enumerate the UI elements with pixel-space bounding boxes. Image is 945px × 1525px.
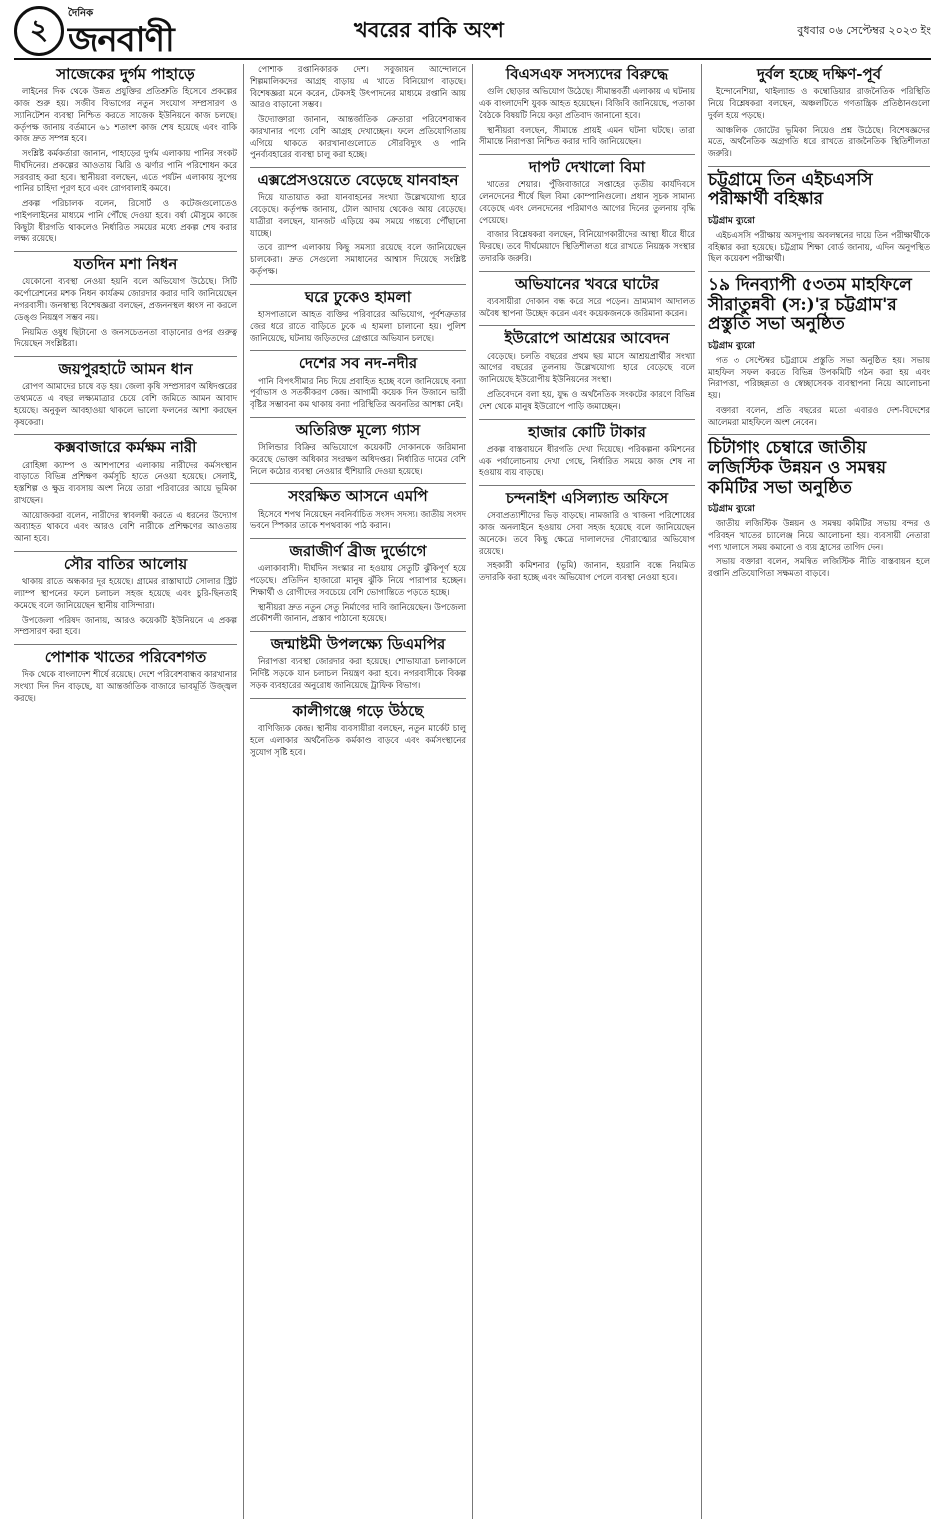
story	[14, 66, 237, 245]
story	[479, 490, 695, 584]
story-headline: অতিরিক্ত মূল্যে গ্যাস	[295, 420, 421, 439]
columns	[14, 64, 931, 1519]
story-paragraph: যেকোনো ব্যবস্থা নেওয়া হয়নি বলে অভিযোগ উঠেছে। সিটি কর্পোরেশনের মশক নিধন কার্যক্রম জোরদার করার দাবি জানিয়েছেন নগরবাসী। জনস্বাস্থ্য বিশেষজ্ঞরা বলছেন, প্রজননস্থল ধ্বংস না করলে ডেঙ্গু নিয়ন্ত্রণ সম্ভব নয়।	[14, 276, 237, 322]
story-paragraph: পানি বিপৎসীমার নিচ দিয়ে প্রবাহিত হচ্ছে বলে জানিয়েছে বন্যা পূর্বাভাস ও সতর্কীকরণ কেন্দ্র। আগামী কয়েক দিন উজানে ভারী বৃষ্টির সম্ভাবনা কম থাকায় বন্যা পরিস্থিতির অবনতির আশঙ্কা নেই।	[250, 375, 466, 410]
story-paragraph: সহকারী কমিশনার (ভূমি) জানান, হয়রানি বন্ধে নিয়মিত তদারকি করা হচ্ছে এবং অভিযোগ পেলে ব্যবস্থা নেওয়া হবে।	[479, 560, 695, 583]
story-separator	[479, 485, 695, 486]
story-byline: চট্টগ্রাম ব্যুরো	[708, 504, 755, 515]
story-paragraph: নিয়মিত ওষুধ ছিটানো ও জনসচেতনতা বাড়ানোর ওপর গুরুত্ব দিয়েছেন সংশ্লিষ্টরা।	[14, 326, 237, 349]
story-headline: সাজেকের দুর্গম পাহাড়ে	[56, 65, 195, 83]
story	[250, 289, 466, 345]
story-paragraph: তবে র‌্যাম্প এলাকায় কিছু সমস্যা রয়েছে বলে জানিয়েছেন চালকেরা। দ্রুত সেগুলো সমাধানের আশ্বাস দিয়েছে সংশ্লিষ্ট কর্তৃপক্ষ।	[250, 242, 466, 276]
story-headline: দুর্বল হচ্ছে দক্ষিণ-পূর্ব	[756, 65, 882, 83]
story-body	[708, 86, 930, 160]
story	[250, 172, 466, 278]
story-body	[479, 86, 695, 148]
story-paragraph: পোশাক রপ্তানিকারক দেশ। সবুজায়ন আন্দোলনে শিল্পমালিকদের আগ্রহ বাড়ায় এ খাতে বিনিয়োগ বাড়ছে। বিশেষজ্ঞরা মনে করেন, টেকসই উৎপাদনের মাধ্যমে রপ্তানি আয় আরও বাড়ানো সম্ভব।	[250, 64, 466, 110]
story-paragraph: স্থানীয়রা দ্রুত নতুন সেতু নির্মাণের দাবি জানিয়েছেন। উপজেলা প্রকৌশলী জানান, প্রস্তাব পাঠানো হয়েছে।	[250, 601, 466, 624]
story-separator	[14, 251, 237, 252]
story-separator	[250, 284, 466, 285]
story-paragraph: প্রকল্প বাস্তবায়নে ধীরগতি দেখা দিয়েছে। পরিকল্পনা কমিশনের এক পর্যালোচনায় দেখা গেছে, নির্ধারিত সময়ে কাজ শেষ না হওয়ায় ব্যয় বাড়ছে।	[479, 443, 695, 478]
story	[708, 171, 930, 265]
story-separator	[250, 538, 466, 539]
story-body	[250, 309, 466, 344]
story-paragraph: রোহিঙ্গা ক্যাম্প ও আশপাশের এলাকায় নারীদের কর্মসংস্থান বাড়াতে বিভিন্ন প্রশিক্ষণ কর্মসূচি হাতে নেওয়া হয়েছে। সেলাই, হস্তশিল্প ও ক্ষুদ্র ব্যবসায় অংশ নিয়ে তারা পরিবারের আয়ে ভূমিকা রাখছেন।	[14, 459, 237, 505]
story-headline: ঘরে ঢুকেও হামলা	[304, 287, 412, 306]
story-body	[708, 355, 930, 429]
story-body	[250, 442, 466, 477]
story-paragraph: প্রকল্প পরিচালক বলেন, রিসোর্ট ও কটেজগুলোতেও পাইপলাইনের মাধ্যমে পানি পৌঁছে দেওয়া হবে। বর্ষা মৌসুমে কাজে কিছুটা ধীরগতি থাকলেও নির্ধারিত সময়ের মধ্যে প্রকল্প শেষ করার লক্ষ্য রয়েছে।	[14, 198, 237, 244]
story-body	[250, 509, 466, 533]
story-paragraph: ইন্দোনেশিয়া, থাইল্যান্ড ও কম্বোডিয়ার রাজনৈতিক পরিস্থিতি নিয়ে বিশ্লেষকরা বলছেন, অঞ্চলটিতে গণতান্ত্রিক প্রতিষ্ঠানগুলো দুর্বল হয়ে পড়ছে।	[708, 86, 930, 120]
story	[14, 649, 237, 705]
story-headline: জন্মাষ্টমী উপলক্ষ্যে ডিএমপির	[270, 635, 446, 654]
story	[14, 256, 237, 350]
page-number: ২	[14, 6, 64, 56]
story-separator	[708, 271, 930, 272]
story-separator	[479, 271, 695, 272]
story-paragraph: বাজার বিশ্লেষকরা বলছেন, বিনিয়োগকারীদের আস্থা ধীরে ধীরে ফিরছে। তবে দীর্ঘমেয়াদে স্থিতিশীলতা ধরে রাখতে নিয়ন্ত্রক সংস্থার তদারকি জরুরি।	[479, 229, 695, 263]
story-body	[708, 518, 930, 580]
story-byline: চট্টগ্রাম ব্যুরো	[708, 340, 755, 351]
story	[479, 159, 695, 265]
story-paragraph: সংশ্লিষ্ট কর্মকর্তারা জানান, পাহাড়ের দুর্গম এলাকায় পানির সংকট দীর্ঘদিনের। প্রকল্পের আওতায় ঝিরি ও ঝর্ণার পানি পরিশোধন করে সরবরাহ করা হবে। স্থানীয়রা বলছেন, এতে পর্যটন এলাকায় সুপেয় পানির চাহিদা পূরণ হবে এবং রোগবালাই কমবে।	[14, 148, 237, 194]
column-1	[14, 64, 243, 1519]
story-body	[250, 64, 466, 161]
story-paragraph: সিলিন্ডার বিক্রির অভিযোগে কয়েকটি দোকানকে জরিমানা করেছে ভোক্তা অধিকার সংরক্ষণ অধিদপ্তর। নির্ধারিত দামের বেশি নিলে কঠোর ব্যবস্থা নেওয়ার হুঁশিয়ারি দেওয়া হয়েছে।	[250, 442, 466, 476]
story-headline: চট্টগ্রামে তিন এইচএসসি পরীক্ষার্থী বহিষ্কার	[708, 169, 873, 210]
story-paragraph: এলাকাবাসী। দীর্ঘদিন সংস্কার না হওয়ায় সেতুটি ঝুঁকিপূর্ণ হয়ে পড়েছে। প্রতিদিন হাজারো মানুষ ঝুঁকি নিয়ে পারাপার হচ্ছেন। শিক্ষার্থী ও রোগীদের সবচেয়ে বেশি ভোগান্তিতে পড়তে হচ্ছে।	[250, 563, 466, 597]
story-body	[479, 510, 695, 584]
story-paragraph: সভায় বক্তারা বলেন, সমন্বিত লজিস্টিক নীতি বাস্তবায়ন হলে রপ্তানি প্রতিযোগিতা সক্ষমতা বাড়বে।	[708, 556, 930, 579]
story-paragraph: রোপণ আমাদের চাষে বড় হয়। জেলা কৃষি সম্প্রসারণ অধিদপ্তরের তথ্যমতে এ বছর লক্ষ্যমাত্রার চেয়ে বেশি জমিতে আমন আবাদ হয়েছে। অনুকূল আবহাওয়া থাকলে ভালো ফলনের আশা করছেন কৃষকেরা।	[14, 381, 237, 427]
story	[479, 424, 695, 480]
issue-date: বুধবার ০৬ সেপ্টেম্বর ২০২৩ ইং	[797, 24, 931, 37]
story-paragraph: হাসপাতালে আহত ব্যক্তির পরিবারের অভিযোগ, পূর্বশত্রুতার জের ধরে রাতে বাড়িতে ঢুকে এ হামলা চালানো হয়। পুলিশ জানিয়েছে, ঘটনায় জড়িতদের গ্রেপ্তারে অভিযান চলছে।	[250, 308, 466, 343]
masthead-rule	[14, 58, 931, 60]
story-separator	[14, 551, 237, 552]
story-body	[250, 192, 466, 277]
story-paragraph: প্রতিবেদনে বলা হয়, যুদ্ধ ও অর্থনৈতিক সংকটের কারণে বিভিন্ন দেশ থেকে মানুষ ইউরোপে পাড়ি জমাচ্ছেন।	[479, 389, 695, 411]
story-paragraph: উপজেলা পরিষদ জানায়, আরও কয়েকটি ইউনিয়নে এ প্রকল্প সম্প্রসারণ করা হবে।	[14, 614, 237, 637]
story-headline: দেশের সব নদ-নদীর	[298, 354, 418, 373]
story-paragraph: খাতের শেয়ার। পুঁজিবাজারে সপ্তাহের তৃতীয় কার্যদিবসে লেনদেনের শীর্ষে ছিল বিমা কোম্পানিগুলো। প্রধান সূচক সামান্য বেড়েছে এবং লেনদেনের পরিমাণও আগের দিনের তুলনায় বৃদ্ধি পেয়েছে।	[479, 179, 695, 225]
story-body	[708, 230, 930, 265]
column-3	[472, 64, 701, 1519]
story-body	[250, 376, 466, 411]
story-headline: চিটাগাং চেম্বারে জাতীয় লজিস্টিক উন্নয়ন ও সমন্বয় কমিটির সভা অনুষ্ঠিত	[708, 438, 887, 498]
story-paragraph: জাতীয় লজিস্টিক উন্নয়ন ও সমন্বয় কমিটির সভায় বন্দর ও পরিবহন খাতের চ্যালেঞ্জ নিয়ে আলোচনা হয়। ব্যবসায়ী নেতারা পণ্য খালাসে সময় কমানো ও ব্যয় হ্রাসের তাগিদ দেন।	[708, 518, 930, 552]
story-paragraph: স্থানীয়রা বলছেন, সীমান্তে প্রায়ই এমন ঘটনা ঘটছে। তারা সীমান্তে নিরাপত্তা নিশ্চিত করার দাবি জানিয়েছেন।	[479, 124, 695, 147]
story-headline: এক্সপ্রেসওয়েতে বেড়েছে যানবাহন	[257, 171, 459, 190]
story-headline: সৌর বাতির আলোয়	[63, 554, 188, 573]
story	[250, 703, 466, 759]
story-separator	[250, 698, 466, 699]
story-byline: চট্টগ্রাম ব্যুরো	[708, 215, 755, 226]
story-paragraph: গত ৩ সেপ্টেম্বর চট্টগ্রামে প্রস্তুতি সভা অনুষ্ঠিত হয়। সভায় মাহফিল সফল করতে বিভিন্ন উপকমিটি গঠন করা হয় এবং নিরাপত্তা, পরিচ্ছন্নতা ও স্বেচ্ছাসেবক ব্যবস্থাপনা নিয়ে আলোচনা হয়।	[708, 354, 930, 401]
story-body	[479, 179, 695, 264]
story	[14, 556, 237, 638]
story-separator	[479, 325, 695, 326]
story	[250, 488, 466, 532]
story-paragraph: ব্যবসায়ীরা দোকান বন্ধ করে সরে পড়েন। ভ্রাম্যমাণ আদালত অবৈধ স্থাপনা উচ্ছেদ করেন এবং কয়েকজনকে জরিমানা করেন।	[479, 295, 695, 318]
story-paragraph: বাণিজ্যিক কেন্দ্র। স্থানীয় ব্যবসায়ীরা বলছেন, নতুন মার্কেট চালু হলে এলাকার অর্থনৈতিক কর্মকাণ্ড বাড়বে এবং কর্মসংস্থানের সুযোগ সৃষ্টি হবে।	[250, 723, 466, 757]
story	[14, 361, 237, 428]
story	[14, 439, 237, 545]
story-headline: অভিযানের খবরে ঘাটের	[515, 274, 659, 293]
story	[479, 330, 695, 412]
story-separator	[479, 419, 695, 420]
story-separator	[708, 434, 930, 435]
story-headline: ইউরোপে আশ্রয়ের আবেদন	[504, 329, 670, 348]
story-paragraph: নিরাপত্তা ব্যবস্থা জোরদার করা হয়েছে। শোভাযাত্রা চলাকালে নির্দিষ্ট সড়কে যান চলাচল নিয়ন্ত্রণ করা হবে। নগরবাসীকে বিকল্প সড়ক ব্যবহারের অনুরোধ জানিয়েছে ট্রাফিক বিভাগ।	[250, 656, 466, 691]
column-2	[243, 64, 472, 1519]
brand-name: জনবাণী	[68, 20, 174, 60]
story-headline: কক্সবাজারে কর্মক্ষম নারী	[54, 438, 197, 457]
story-headline: কালীগঞ্জে গড়ে উঠছে	[292, 701, 424, 720]
story-body	[14, 576, 237, 638]
story-paragraph: দিয়ে যাতায়াত করা যানবাহনের সংখ্যা উল্লেখযোগ্য হারে বেড়েছে। কর্তৃপক্ষ জানায়, টোল আদায় থেকেও আয় বেড়েছে। যাত্রীরা বলছেন, যানজট এড়িয়ে কম সময়ে গন্তব্যে পৌঁছানো যাচ্ছে।	[250, 192, 466, 238]
story-paragraph: গুলি ছোড়ার অভিযোগ উঠেছে। সীমান্তবর্তী এলাকায় এ ঘটনায় এক বাংলাদেশি যুবক আহত হয়েছেন। বিজিবি জানিয়েছে, পতাকা বৈঠকে বিষয়টি নিয়ে কড়া প্রতিবাদ জানানো হবে।	[479, 86, 695, 120]
story-paragraph: দিক থেকে বাংলাদেশ শীর্ষে রয়েছে। দেশে পরিবেশবান্ধব কারখানার সংখ্যা দিন দিন বাড়ছে, যা আন্তর্জাতিক বাজারে ভাবমূর্তি উজ্জ্বল করছে।	[14, 669, 237, 703]
story	[250, 636, 466, 692]
story	[250, 543, 466, 625]
story-separator	[14, 644, 237, 645]
story-separator	[250, 417, 466, 418]
story	[479, 276, 695, 320]
story-separator	[708, 166, 930, 167]
story-headline: পোশাক খাতের পরিবেশগত	[44, 648, 207, 667]
story-separator	[250, 350, 466, 351]
story-headline: যতদিন মশা নিধন	[73, 255, 178, 274]
story-paragraph: বেড়েছে। চলতি বছরের প্রথম ছয় মাসে আশ্রয়প্রার্থীর সংখ্যা আগের বছরের তুলনায় উল্লেখযোগ্য হারে বেড়েছে বলে জানিয়েছে ইউরোপীয় ইউনিয়নের সংস্থা।	[479, 350, 695, 385]
story-body	[250, 656, 466, 691]
story	[708, 66, 930, 160]
story	[250, 355, 466, 411]
brand-daily-label: দৈনিক	[68, 8, 94, 19]
story-paragraph: উদ্যোক্তারা জানান, আন্তর্জাতিক ক্রেতারা পরিবেশবান্ধব কারখানার পণ্যে বেশি আগ্রহ দেখাচ্ছেন। ফলে প্রতিযোগিতায় এগিয়ে থাকতে কারখানাগুলোতে সৌরবিদ্যুৎ ও পানি পুনর্ব্যবহারের ব্যবস্থা চালু করা হচ্ছে।	[250, 114, 466, 160]
story-paragraph: আঞ্চলিক জোটের ভূমিকা নিয়েও প্রশ্ন উঠেছে। বিশেষজ্ঞদের মতে, অর্থনৈতিক অগ্রগতি ধরে রাখতে রাজনৈতিক স্থিতিশীলতা জরুরি।	[708, 124, 930, 159]
story-body	[479, 444, 695, 479]
story-body	[479, 351, 695, 413]
story-paragraph: সেবাপ্রত্যাশীদের ভিড় বাড়ছে। নামজারি ও খাজনা পরিশোধের কাজ অনলাইনে হওয়ায় সেবা সহজ হয়েছে বলে জানিয়েছেন অনেকে। তবে কিছু ক্ষেত্রে দালালদের দৌরাত্ম্যের অভিযোগ রয়েছে।	[479, 510, 695, 556]
section-title: খবরের বাকি অংশ	[354, 17, 504, 42]
brand-logo	[68, 6, 268, 60]
story-body	[14, 460, 237, 545]
story-separator	[250, 631, 466, 632]
story-headline: চন্দনাইশ এসিল্যান্ড অফিসে	[505, 489, 669, 508]
story	[250, 422, 466, 478]
story	[479, 66, 695, 148]
story-body	[14, 276, 237, 350]
story-paragraph: আয়োজকরা বলেন, নারীদের স্বাবলম্বী করতে এ ধরনের উদ্যোগ অব্যাহত থাকবে এবং আরও বেশি নারীকে প্রশিক্ষণের আওতায় আনা হবে।	[14, 509, 237, 544]
story-body	[14, 86, 237, 245]
story-headline: ১৯ দিনব্যাপী ৫৩তম মাহফিলে সীরাতুন্নবী (স:)'র চট্টগ্রাম'র প্রস্তুতি সভা অনুষ্ঠিত	[708, 275, 912, 335]
story-separator	[14, 434, 237, 435]
story-paragraph: লাইনের দিক থেকে উন্নত প্রযুক্তির প্রতিশ্রুতি হিসেবে প্রকল্পের কাজ শুরু হয়। সজীব বিভাগের নতুন সংযোগ সম্প্রসারণ ও স্যানিটেশন ব্যবস্থা নিশ্চিত করতে সাজেক ইউনিয়নে কাজ চলছে। কর্তৃপক্ষ জানায় বর্তমানে ৬১ শতাংশ কাজ শেষ হয়েছে এবং বাকি কাজ দ্রুত সম্পন্ন হবে।	[14, 86, 237, 144]
column-4	[701, 64, 930, 1519]
story-headline: বিএসএফ সদস্যদের বিরুদ্ধে	[505, 65, 669, 83]
story-body	[14, 669, 237, 704]
story	[708, 276, 930, 428]
story-headline: দাপট দেখালো বিমা	[528, 158, 646, 177]
story-headline: সংরক্ষিত আসনে এমপি	[288, 487, 428, 506]
story	[250, 64, 466, 161]
story-body	[14, 381, 237, 428]
story-separator	[479, 154, 695, 155]
story-paragraph: বক্তারা বলেন, প্রতি বছরের মতো এবারও দেশ-বিদেশের আলেমরা মাহফিলে অংশ নেবেন।	[708, 404, 930, 427]
story-paragraph: এইচএসসি পরীক্ষায় অসদুপায় অবলম্বনের দায়ে তিন পরীক্ষার্থীকে বহিষ্কার করা হয়েছে। চট্টগ্রাম শিক্ষা বোর্ড জানায়, এদিন অনুপস্থিত ছিল কয়েকশ পরীক্ষার্থী।	[708, 229, 930, 264]
story-body	[250, 563, 466, 625]
masthead	[14, 6, 931, 60]
story-separator	[14, 356, 237, 357]
story-paragraph: থাকায় রাতে অন্ধকার দূর হয়েছে। গ্রামের রাস্তাঘাটে সোলার স্ট্রিট ল্যাম্প স্থাপনের ফলে চলাচল সহজ হয়েছে এবং চুরি-ছিনতাই কমেছে বলে জানিয়েছেন স্থানীয় বাসিন্দারা।	[14, 576, 237, 610]
story-body	[479, 296, 695, 320]
story-separator	[250, 483, 466, 484]
story-headline: জরাজীর্ণ ব্রীজ দুর্ভোগে	[289, 542, 427, 561]
story-body	[250, 723, 466, 758]
story-paragraph: হিসেবে শপথ নিয়েছেন নবনির্বাচিত সংসদ সদস্য। জাতীয় সংসদ ভবনে স্পিকার তাকে শপথবাক্য পাঠ করান।	[250, 508, 466, 531]
story-separator	[250, 167, 466, 168]
story-headline: জয়পুরহাটে আমন ধান	[58, 360, 193, 379]
story-headline: হাজার কোটি টাকার	[528, 422, 646, 441]
story	[708, 439, 930, 579]
